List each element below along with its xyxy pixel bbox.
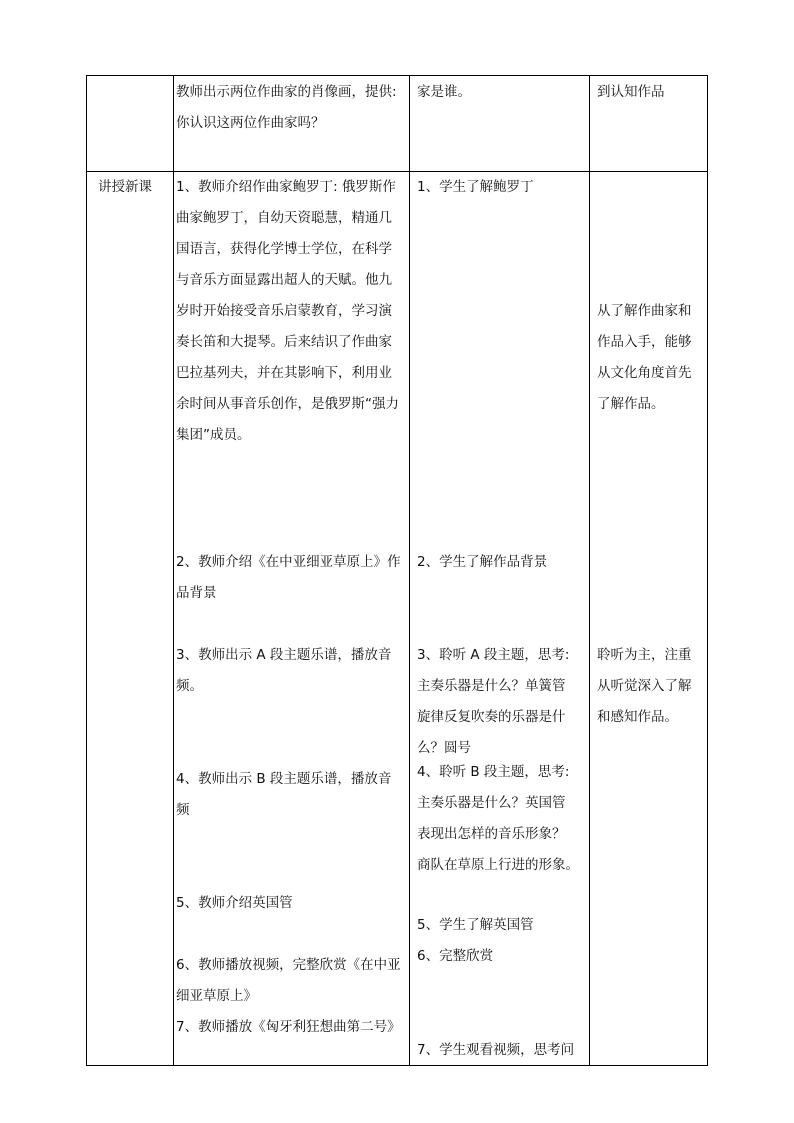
- text-line: 频: [176, 802, 190, 818]
- text-line: 2、教师介绍《在中亚细亚草原上》作: [176, 554, 401, 570]
- text-line: 1、学生了解鲍罗丁: [417, 179, 534, 195]
- text-line: 7、学生观看视频，思考问: [417, 1042, 575, 1058]
- text-line: 3、聆听 A 段主题，思考:: [417, 647, 570, 663]
- text-line: 频。: [176, 678, 203, 694]
- text-line: 商队在草原上行进的形象。: [417, 857, 579, 873]
- text-line: 6、完整欣赏: [417, 948, 494, 964]
- text-line: 4、聆听 B 段主题，思考:: [417, 764, 570, 780]
- lesson-plan-table: [86, 75, 708, 1066]
- intent-item-2: [597, 640, 692, 733]
- student-item-3: [417, 640, 569, 764]
- text-line: 细亚草原上》: [176, 988, 257, 1004]
- text-line: 1、教师介绍作曲家鲍罗丁: 俄罗斯作: [176, 179, 396, 195]
- text-line: 主奏乐器是什么？单簧管: [417, 678, 566, 694]
- text-line: 家是谁。: [417, 84, 471, 100]
- text-line: 与音乐方面显露出超人的天赋。他九: [176, 272, 392, 288]
- text-line: 4、教师出示 B 段主题乐谱，播放音: [176, 771, 392, 787]
- text-line: 岁时开始接受音乐启蒙教育，学习演: [176, 303, 392, 319]
- text-line: 主奏乐器是什么？英国管: [417, 795, 566, 811]
- text-line: 7、教师播放《匈牙利狂想曲第二号》: [176, 1019, 401, 1035]
- text-line: 2、学生了解作品背景: [417, 554, 548, 570]
- column-divider: [173, 76, 174, 1065]
- text-line: 么？圆号: [417, 740, 471, 756]
- teacher-item-3: [176, 640, 391, 702]
- text-line: 5、学生了解英国管: [417, 917, 534, 933]
- row1-student-cell: [417, 77, 471, 108]
- text-line: 作品入手，能够: [597, 334, 692, 350]
- text-line: 旋律反复吹奏的乐器是什: [417, 709, 566, 725]
- text-line: 余时间从事音乐创作，是俄罗斯“强力: [176, 396, 399, 412]
- student-item-5: [417, 910, 534, 972]
- column-divider: [409, 76, 410, 1065]
- text-line: 集团”成员。: [176, 427, 251, 443]
- text-line: 3、教师出示 A 段主题乐谱，播放音: [176, 647, 392, 663]
- teacher-item-4: [176, 764, 391, 826]
- text-line: 和感知作品。: [597, 709, 678, 725]
- text-line: 曲家鲍罗丁，自幼天资聪慧，精通几: [176, 210, 392, 226]
- row1-teacher-cell: [176, 77, 397, 139]
- student-item-1: [417, 172, 534, 203]
- teacher-item-2: [176, 547, 401, 609]
- text-line: 奏长笛和大提琴。后来结识了作曲家: [176, 334, 392, 350]
- student-item-2: [417, 547, 547, 578]
- text-line: 5、教师介绍英国管: [176, 895, 293, 911]
- text-line: 了解作品。: [597, 396, 665, 412]
- teacher-item-1: [176, 172, 399, 451]
- text-line: 巴拉基列夫，并在其影响下，利用业: [176, 365, 392, 381]
- text-line: 表现出怎样的音乐形象？: [417, 826, 566, 842]
- text-line: 你认识这两位作曲家吗？: [176, 115, 325, 131]
- teacher-item-7: [176, 1012, 401, 1043]
- teacher-item-5: [176, 888, 293, 919]
- text-line: 从听觉深入了解: [597, 678, 692, 694]
- student-item-7: [417, 1035, 574, 1066]
- text-line: 到认知作品: [597, 84, 665, 100]
- text-line: 品背景: [176, 585, 217, 601]
- text-line: 教师出示两位作曲家的肖像画，提供:: [176, 84, 397, 100]
- text-line: 聆听为主，注重: [597, 647, 692, 663]
- section-label: 讲授新课: [98, 179, 152, 195]
- student-item-4: [417, 757, 579, 881]
- teacher-item-6: [176, 950, 401, 1012]
- text-line: 国语言，获得化学博士学位，在科学: [176, 241, 392, 257]
- column-divider: [589, 76, 590, 1065]
- intent-item-1: [597, 296, 692, 420]
- row1-intent-cell: [597, 77, 665, 108]
- text-line: 从了解作曲家和: [597, 303, 692, 319]
- text-line: 从文化角度首先: [597, 365, 692, 381]
- text-line: 6、教师播放视频，完整欣赏《在中亚: [176, 957, 401, 973]
